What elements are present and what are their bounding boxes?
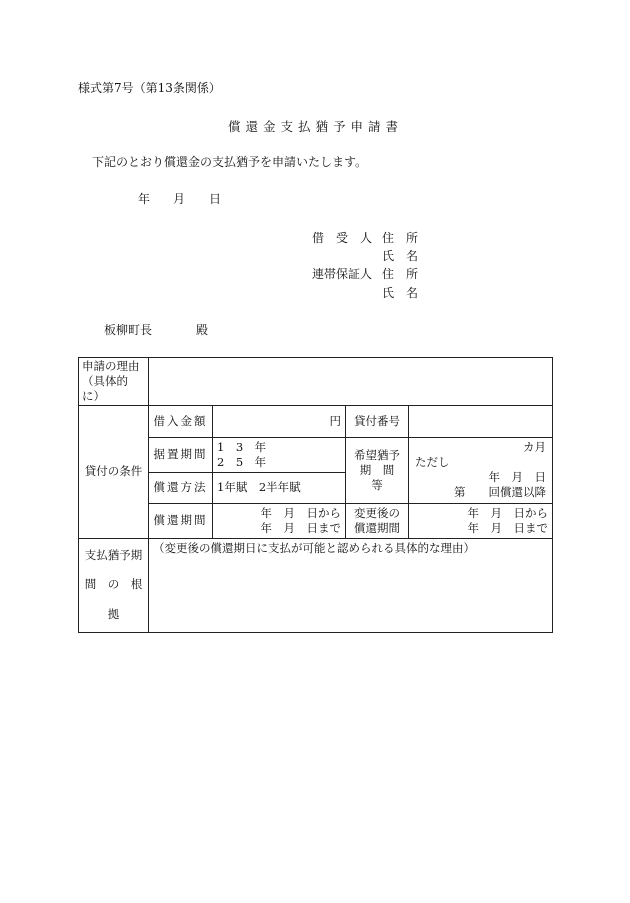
reason-label-line2: （具体的に）: [82, 373, 128, 403]
guarantor-address-label: 住 所: [382, 267, 419, 281]
borrower-address-label: 住 所: [382, 231, 419, 245]
intro-text: 下記のとおり償還金の支払猶予を申請いたします。: [92, 155, 368, 169]
changed-label-line1: 変更後の: [354, 505, 400, 520]
borrower-name-label: 氏 名: [382, 249, 419, 263]
from-nth-repayment: 第 回償還以降: [454, 485, 546, 500]
changed-period-label: [346, 503, 409, 538]
loan-amount-row: [79, 405, 553, 437]
desired-deferment-label: [346, 437, 409, 503]
borrower-label: 借 受 人: [312, 231, 373, 245]
reason-label: [79, 358, 149, 406]
basis-note: （変更後の償還期日に支払が可能と認められる具体的な理由）: [153, 540, 475, 555]
repay-period-until: 年 月 日まで: [260, 520, 341, 535]
basis-label: [79, 538, 154, 633]
form-number: 様式第7号（第13条関係）: [78, 81, 221, 95]
repay-method-label: 償還方法: [149, 472, 213, 503]
changed-label-line2: 償還期間: [354, 520, 400, 535]
desired-label-line2: 期 間 等: [359, 462, 406, 492]
deferment-row: [79, 437, 553, 472]
changed-period-from: 年 月 日から: [467, 505, 548, 520]
repay-period-row: [79, 503, 553, 538]
changed-period-until: 年 月 日まで: [467, 520, 548, 535]
deferment-options[interactable]: [213, 437, 346, 472]
addressee-name: 板柳町長: [104, 323, 153, 337]
date-month: 月: [173, 192, 186, 206]
guarantor-label: 連帯保証人: [312, 267, 373, 281]
page-title: 償還金支払猶予申請書: [228, 119, 404, 134]
reason-row: [79, 358, 553, 406]
repay-period-field[interactable]: [213, 503, 346, 538]
deferment-period-label: 据置期間: [149, 437, 213, 472]
guarantor-name-label: 氏 名: [382, 286, 419, 300]
deferment-option-2: 2 5 年: [217, 454, 267, 469]
repay-method-value[interactable]: 1年賦 2半年賦: [213, 472, 346, 503]
basis-field[interactable]: [149, 538, 553, 633]
yen-unit: 円: [329, 413, 341, 428]
basis-label-line2: 間 の 根 拠: [84, 577, 154, 622]
basis-row: [79, 538, 553, 633]
loan-amount-label: 借入金額: [149, 405, 213, 437]
loan-amount-field[interactable]: [213, 405, 346, 437]
conditions-label: 貸付の条件: [79, 405, 149, 538]
date-day: 日: [209, 192, 222, 206]
reason-label-line1: 申請の理由: [82, 359, 140, 373]
reason-field[interactable]: [149, 358, 553, 406]
repay-period-from: 年 月 日から: [260, 505, 341, 520]
basis-label-line1: 支払猶予期: [84, 547, 143, 562]
deferment-option-1: 1 3 年: [217, 439, 267, 454]
desired-deferment-field[interactable]: [409, 437, 553, 503]
loan-number-label: 貸付番号: [346, 405, 409, 437]
desired-date: 年 月 日: [488, 470, 546, 485]
months-unit: カ月: [523, 440, 546, 455]
loan-number-field[interactable]: [409, 405, 553, 437]
addressee-honorific: 殿: [196, 323, 209, 337]
tadashi-label: ただし: [415, 455, 450, 470]
repay-period-label: 償還期間: [149, 503, 213, 538]
date-year: 年: [138, 192, 151, 206]
application-table: [78, 357, 553, 633]
desired-label-line1: 希望猶予: [354, 447, 400, 462]
changed-period-field[interactable]: [409, 503, 553, 538]
